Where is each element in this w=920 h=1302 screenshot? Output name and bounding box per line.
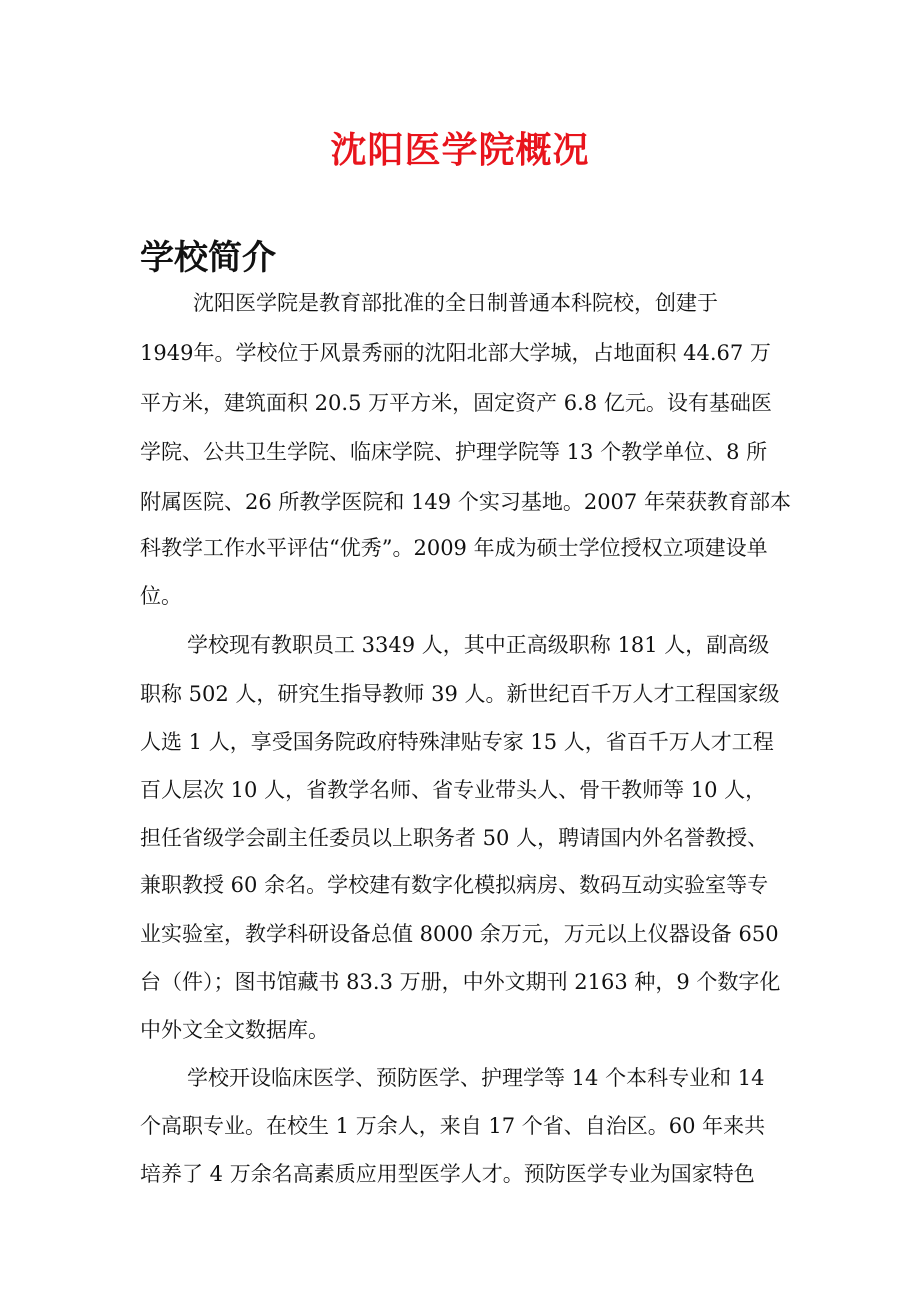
paragraph-line: 百人层次 10 人，省教学名师、省专业带头人、骨干教师等 10 人，: [140, 778, 767, 802]
paragraph-line: 中外文全文数据库。: [140, 1018, 329, 1042]
paragraph-line: 学院、公共卫生学院、临床学院、护理学院等 13 个教学单位、8 所: [140, 440, 768, 464]
paragraph-line: 台（件）；图书馆藏书 83.3 万册，中外文期刊 2163 种，9 个数字化: [140, 970, 781, 994]
paragraph-line: 平方米，建筑面积 20.5 万平方米，固定资产 6.8 亿元。设有基础医: [140, 391, 772, 415]
paragraph-line: 培养了 4 万余名高素质应用型医学人才。预防医学专业为国家特色: [140, 1162, 755, 1186]
paragraph-line: 学校开设临床医学、预防医学、护理学等 14 个本科专业和 14: [187, 1066, 765, 1090]
paragraph-line: 附属医院、26 所教学医院和 149 个实习基地。2007 年荣获教育部本: [140, 490, 791, 514]
document-title: 沈阳医学院概况: [330, 129, 590, 171]
paragraph-line: 职称 502 人，研究生指导教师 39 人。新世纪百千万人才工程国家级: [140, 682, 780, 706]
paragraph-line: 科教学工作水平评估“优秀”。2009 年成为硕士学位授权立项建设单: [140, 536, 768, 560]
paragraph-line: 业实验室，教学科研设备总值 8000 余万元，万元以上仪器设备 650: [140, 922, 779, 946]
paragraph-line: 人选 1 人，享受国务院政府特殊津贴专家 15 人，省百千万人才工程: [140, 730, 774, 754]
paragraph-line: 沈阳医学院是教育部批准的全日制普通本科院校，创建于: [193, 291, 718, 315]
paragraph-line: 1949年。学校位于风景秀丽的沈阳北部大学城，占地面积 44.67 万: [140, 341, 771, 365]
paragraph-line: 个高职专业。在校生 1 万余人，来自 17 个省、自治区。60 年来共: [140, 1114, 766, 1138]
section-heading: 学校简介: [140, 238, 276, 278]
paragraph-line: 位。: [140, 584, 182, 608]
paragraph-line: 担任省级学会副主任委员以上职务者 50 人，聘请国内外名誉教授、: [140, 826, 769, 850]
paragraph-line: 兼职教授 60 余名。学校建有数字化模拟病房、数码互动实验室等专: [140, 873, 769, 897]
paragraph-line: 学校现有教职员工 3349 人，其中正高级职称 181 人，副高级: [187, 633, 770, 657]
